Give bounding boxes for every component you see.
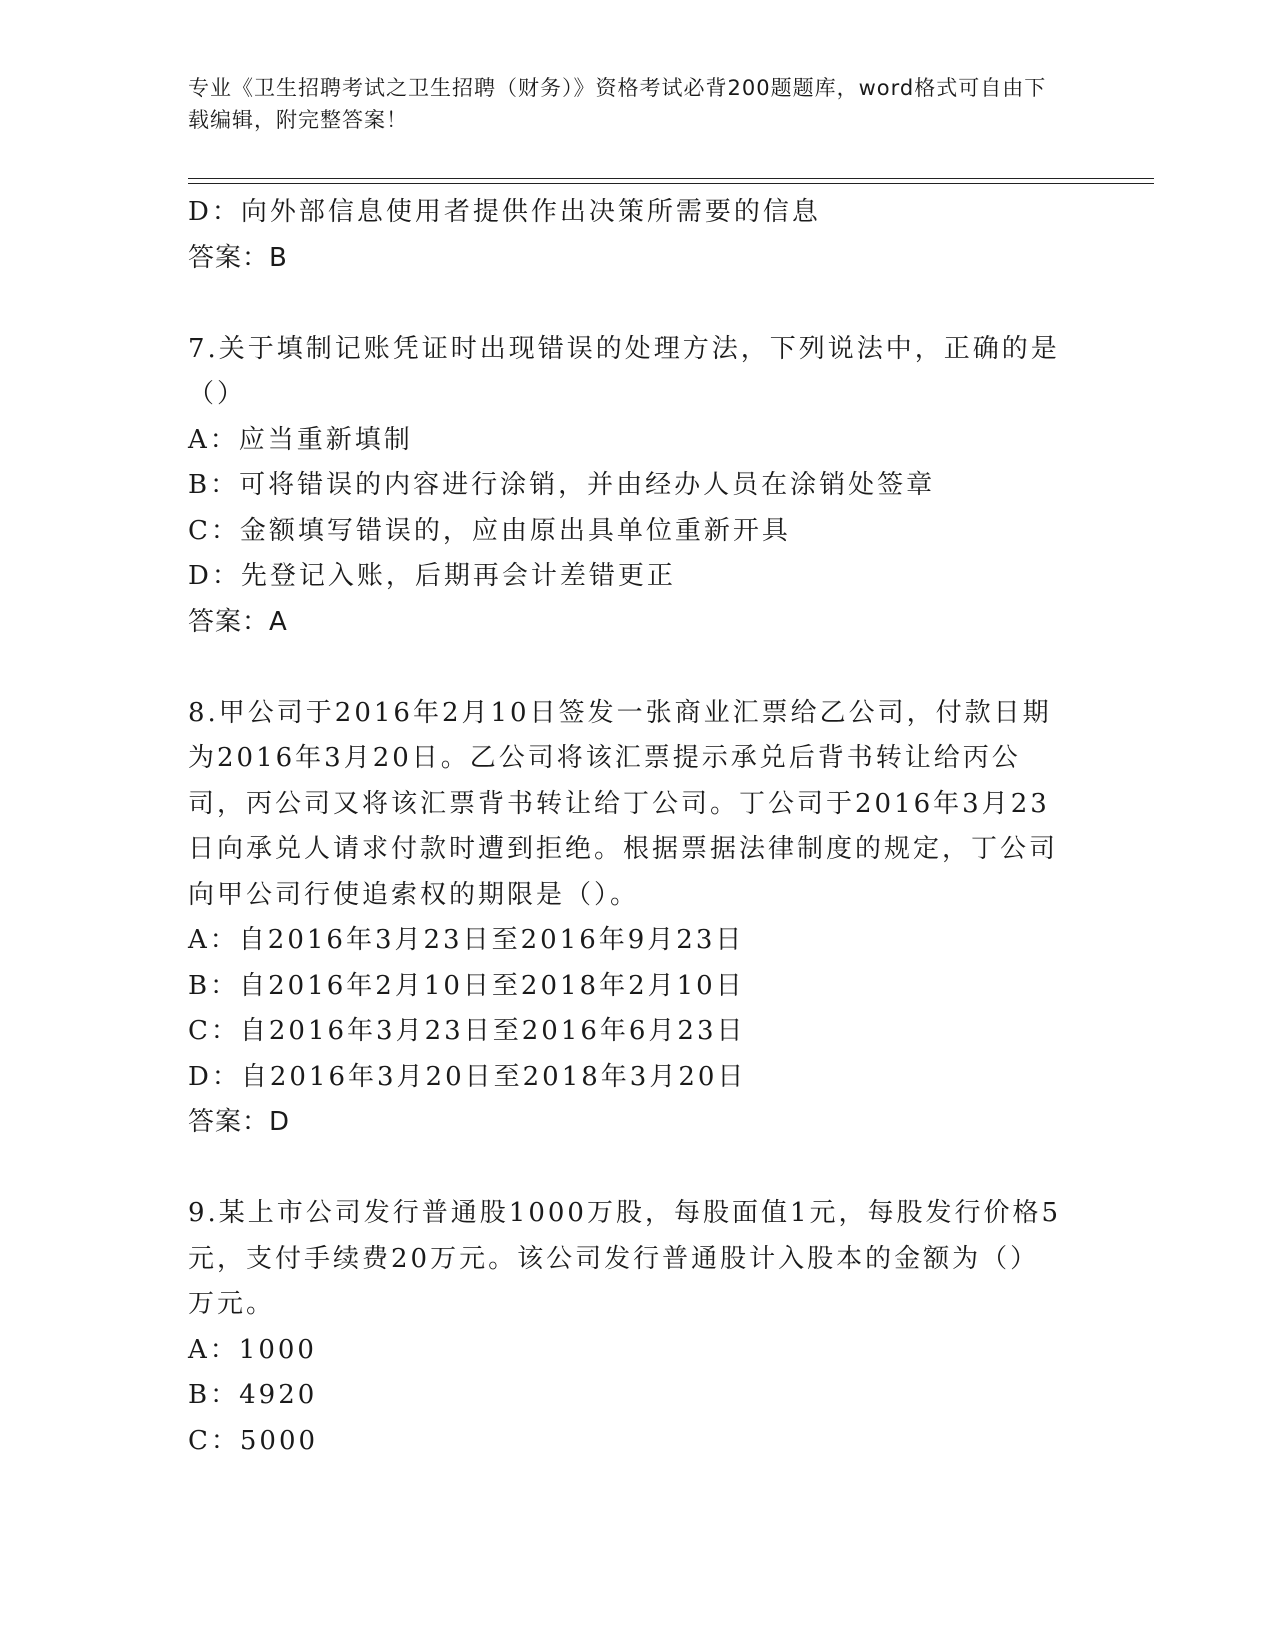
option-a: A：1000 [188, 1334, 317, 1365]
option-c: C：自2016年3月23日至2016年6月23日 [188, 1016, 746, 1046]
document-header [188, 72, 1068, 136]
question-9 [188, 1191, 1088, 1464]
option-a: A：自2016年3月23日至2016年9月23日 [188, 925, 745, 955]
header-divider-top [188, 178, 1154, 179]
header-divider-bottom [188, 183, 1154, 184]
option-b: B：4920 [188, 1380, 318, 1410]
question-stem: 9.某上市公司发行普通股1000万股，每股面值1元，每股发行价格5元，支付手续费20万元。该公司发行普通股计入股本的金额为（）万元。 [188, 1198, 1062, 1319]
option-d: D：先登记入账，后期再会计差错更正 [188, 561, 676, 591]
option-c: C：5000 [188, 1425, 319, 1456]
header-text: 专业《卫生招聘考试之卫生招聘（财务）》资格考试必背200题题库，word格式可自由下载编辑，附完整答案！ [188, 76, 1047, 132]
prev-question-answer: 答案：B [188, 242, 288, 273]
question-8 [188, 691, 1088, 1146]
option-b: B：可将错误的内容进行涂销，并由经办人员在涂销处签章 [188, 470, 936, 500]
prev-question-option-d: D：向外部信息使用者提供作出决策所需要的信息 [188, 197, 821, 227]
answer: 答案：D [188, 1107, 291, 1137]
question-stem: 7.关于填制记账凭证时出现错误的处理方法，下列说法中，正确的是（） [188, 333, 1060, 409]
question-7 [188, 327, 1088, 646]
answer: 答案：A [188, 606, 288, 637]
question-stem: 8.甲公司于2016年2月10日签发一张商业汇票给乙公司，付款日期为2016年3月20日。乙公司将该汇票提示承兑后背书转让给丙公司，丙公司又将该汇票背书转让给丁公司。丁公司于2016年3月23日向承兑人请求付款时遭到拒绝。根据票据法律制度的规定，丁公司向甲公司行使追索权的期限是（）。 [188, 697, 1059, 910]
option-d: D：自2016年3月20日至2018年3月20日 [188, 1061, 747, 1092]
option-c: C：金额填写错误的，应由原出具单位重新开具 [188, 515, 791, 546]
option-b: B：自2016年2月10日至2018年2月10日 [188, 970, 745, 1001]
option-a: A：应当重新填制 [188, 424, 413, 455]
question-list [188, 190, 1088, 1464]
